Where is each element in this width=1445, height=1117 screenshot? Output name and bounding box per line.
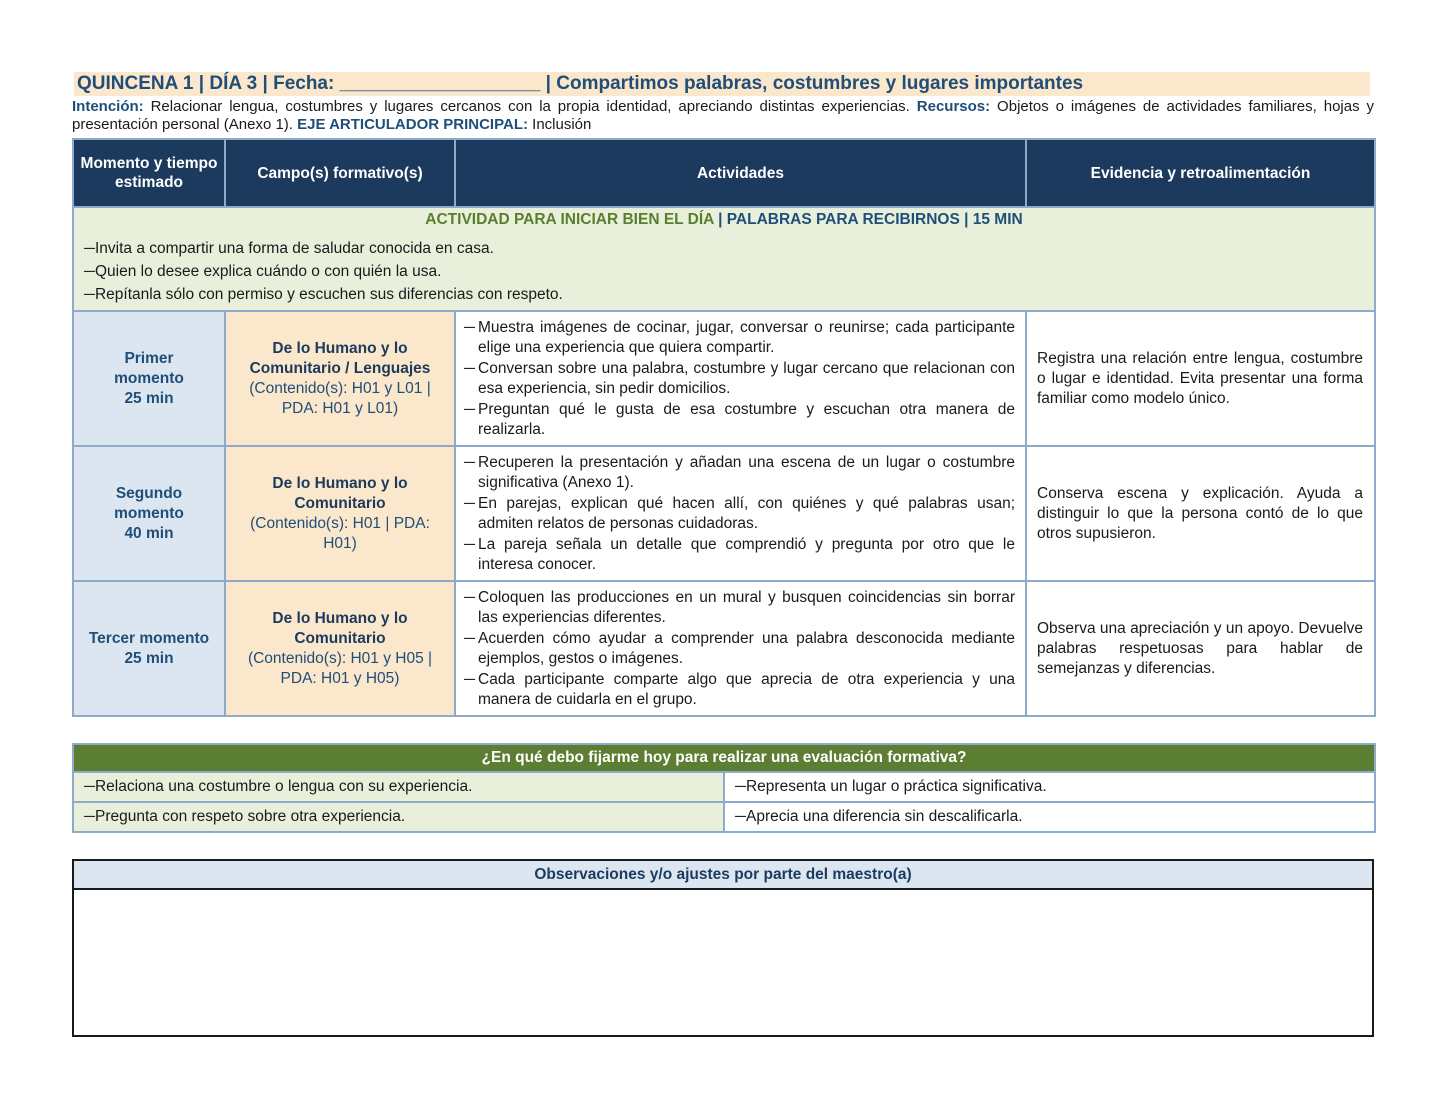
activity-text: La pareja señala un detalle que comprendió y pregunta por otro que le interesa conocer. bbox=[478, 535, 1015, 573]
warmup-item: ─Repítanla sólo con permiso y escuchen sus diferencias con respeto. bbox=[84, 286, 563, 303]
activities-cell bbox=[455, 446, 1026, 581]
activity-item: ─ Conversan sobre una palabra, costumbre y lugar cercano que relacionan con esa experiencia, sin pedir domicilios. bbox=[464, 359, 1015, 397]
table-row bbox=[73, 772, 1375, 802]
evidence-cell: Observa una apreciación y un apoyo. Devuelve palabras respetuosas para hablar de semejanzas y diferencias. bbox=[1026, 581, 1375, 716]
header-evidence: Evidencia y retroalimentación bbox=[1026, 139, 1375, 207]
activity-text: Conversan sobre una palabra, costumbre y lugar cercano que relacionan con esa experiencia, sin pedir domicilios. bbox=[478, 359, 1015, 397]
activities-cell bbox=[455, 311, 1026, 446]
intent-paragraph bbox=[72, 98, 1374, 134]
moment-line: Primer bbox=[124, 349, 174, 367]
activity-text: Acuerden cómo ayudar a comprender una palabra desconocida mediante ejemplos, gestos o imágenes. bbox=[478, 629, 1015, 667]
campo-cell bbox=[225, 446, 455, 581]
resources-text: Objetos o imágenes de actividades familiares, hojas y presentación personal (Anexo 1). bbox=[72, 98, 1374, 133]
activity-item: ─ En parejas, explican qué hacen allí, con quiénes y qué palabras usan; admiten relatos de personas cuidadoras. bbox=[464, 494, 1015, 532]
moment-time: 25 min bbox=[124, 389, 174, 407]
campo-content: (Contenido(s): H01 | PDA: H01) bbox=[250, 514, 430, 552]
evidence-cell: Registra una relación entre lengua, costumbre o lugar e identidad. Evita presentar una forma familiar como modelo único. bbox=[1026, 311, 1375, 446]
activity-item: ─ Recuperen la presentación y añadan una escena de un lugar o costumbre significativa (Anexo 1). bbox=[464, 453, 1015, 491]
warmup-row bbox=[73, 207, 1375, 311]
resources-label: Recursos: bbox=[916, 98, 991, 115]
campo-title: De lo Humano y lo Comunitario bbox=[272, 609, 408, 647]
activity-item: ─ Coloquen las producciones en un mural y busquen coincidencias sin borrar las experiencias diferentes. bbox=[464, 588, 1015, 626]
table-row bbox=[73, 311, 1375, 446]
header-moment: Momento y tiempo estimado bbox=[73, 139, 225, 207]
header-activities: Actividades bbox=[455, 139, 1026, 207]
moment-cell bbox=[73, 581, 225, 716]
intent-label: Intención: bbox=[72, 98, 144, 115]
moment-cell bbox=[73, 446, 225, 581]
moment-line: Segundo bbox=[115, 484, 183, 502]
activity-text: Coloquen las producciones en un mural y busquen coincidencias sin borrar las experiencias diferentes. bbox=[478, 588, 1015, 626]
campo-cell bbox=[225, 311, 455, 446]
moment-line: momento bbox=[114, 504, 184, 522]
observations-box bbox=[72, 859, 1374, 1037]
warmup-title-green: ACTIVIDAD PARA INICIAR BIEN EL DÍA bbox=[425, 211, 714, 228]
warmup-title bbox=[84, 210, 1364, 230]
activity-item: ─ Muestra imágenes de cocinar, jugar, conversar o reunirse; cada participante elige una experiencia que quiera compartir. bbox=[464, 318, 1015, 356]
table-row bbox=[73, 581, 1375, 716]
lesson-plan-page bbox=[72, 72, 1374, 1037]
activities-cell bbox=[455, 581, 1026, 716]
campo-title: De lo Humano y lo Comunitario / Lenguajes bbox=[249, 339, 431, 377]
moment-time: 25 min bbox=[124, 649, 174, 667]
evaluation-title: ¿En qué debo fijarme hoy para realizar una evaluación formativa? bbox=[73, 744, 1375, 772]
warmup-title-blue: | PALABRAS PARA RECIBIRNOS | 15 MIN bbox=[713, 211, 1023, 228]
evaluation-item: ─Representa un lugar o práctica significativa. bbox=[724, 772, 1375, 802]
evidence-cell: Conserva escena y explicación. Ayuda a distinguir lo que la persona contó de lo que otros supusieron. bbox=[1026, 446, 1375, 581]
moment-line: momento bbox=[114, 369, 184, 387]
header-campo: Campo(s) formativo(s) bbox=[225, 139, 455, 207]
evaluation-item: ─Aprecia una diferencia sin descalificarla. bbox=[724, 802, 1375, 832]
observations-writing-area bbox=[74, 890, 1372, 1037]
warmup-item: ─Quien lo desee explica cuándo o con quién la usa. bbox=[84, 263, 442, 280]
campo-cell bbox=[225, 581, 455, 716]
table-header-row bbox=[73, 139, 1375, 207]
axis-label: EJE ARTICULADOR PRINCIPAL: bbox=[297, 116, 528, 133]
activity-item: ─ Preguntan qué le gusta de esa costumbre y escuchan otra manera de realizarla. bbox=[464, 400, 1015, 438]
activity-item: ─ Cada participante comparte algo que aprecia de otra experiencia y una manera de cuidarla en el grupo. bbox=[464, 670, 1015, 708]
axis-text: Inclusión bbox=[527, 116, 592, 133]
moment-line: Tercer momento bbox=[88, 629, 210, 647]
warmup-cell bbox=[73, 207, 1375, 311]
evaluation-item: ─Relaciona una costumbre o lengua con su experiencia. bbox=[73, 772, 724, 802]
campo-title: De lo Humano y lo Comunitario bbox=[272, 474, 408, 512]
activities-table bbox=[72, 138, 1376, 717]
activity-text: En parejas, explican qué hacen allí, con quiénes y qué palabras usan; admiten relatos de personas cuidadoras. bbox=[478, 494, 1015, 532]
campo-content: (Contenido(s): H01 y L01 | PDA: H01 y L01) bbox=[249, 379, 431, 417]
activity-text: Preguntan qué le gusta de esa costumbre y escuchan otra manera de realizarla. bbox=[478, 400, 1015, 438]
moment-time: 40 min bbox=[124, 524, 174, 542]
observations-title: Observaciones y/o ajustes por parte del maestro(a) bbox=[74, 861, 1372, 890]
moment-cell bbox=[73, 311, 225, 446]
table-row bbox=[73, 802, 1375, 832]
evaluation-header-row bbox=[73, 744, 1375, 772]
activity-text: Recuperen la presentación y añadan una escena de un lugar o costumbre significativa (Anexo 1). bbox=[478, 453, 1015, 491]
evaluation-table bbox=[72, 743, 1376, 833]
activity-item: ─ La pareja señala un detalle que comprendió y pregunta por otro que le interesa conocer. bbox=[464, 535, 1015, 573]
activity-text: Cada participante comparte algo que aprecia de otra experiencia y una manera de cuidarla en el grupo. bbox=[478, 670, 1015, 708]
activity-text: Muestra imágenes de cocinar, jugar, conversar o reunirse; cada participante elige una experiencia que quiera compartir. bbox=[478, 318, 1015, 356]
intent-text: Relacionar lengua, costumbres y lugares cercanos con la propia identidad, apreciando distintas experiencias. bbox=[143, 98, 917, 115]
warmup-item: ─Invita a compartir una forma de saludar conocida en casa. bbox=[84, 240, 494, 257]
table-row bbox=[73, 446, 1375, 581]
evaluation-item: ─Pregunta con respeto sobre otra experiencia. bbox=[73, 802, 724, 832]
activity-item: ─ Acuerden cómo ayudar a comprender una palabra desconocida mediante ejemplos, gestos o imágenes. bbox=[464, 629, 1015, 667]
campo-content: (Contenido(s): H01 y H05 | PDA: H01 y H05) bbox=[247, 649, 433, 687]
page-title: QUINCENA 1 | DÍA 3 | Fecha: ___________________ | Compartimos palabras, costumbres y lugares importantes bbox=[74, 72, 1370, 96]
